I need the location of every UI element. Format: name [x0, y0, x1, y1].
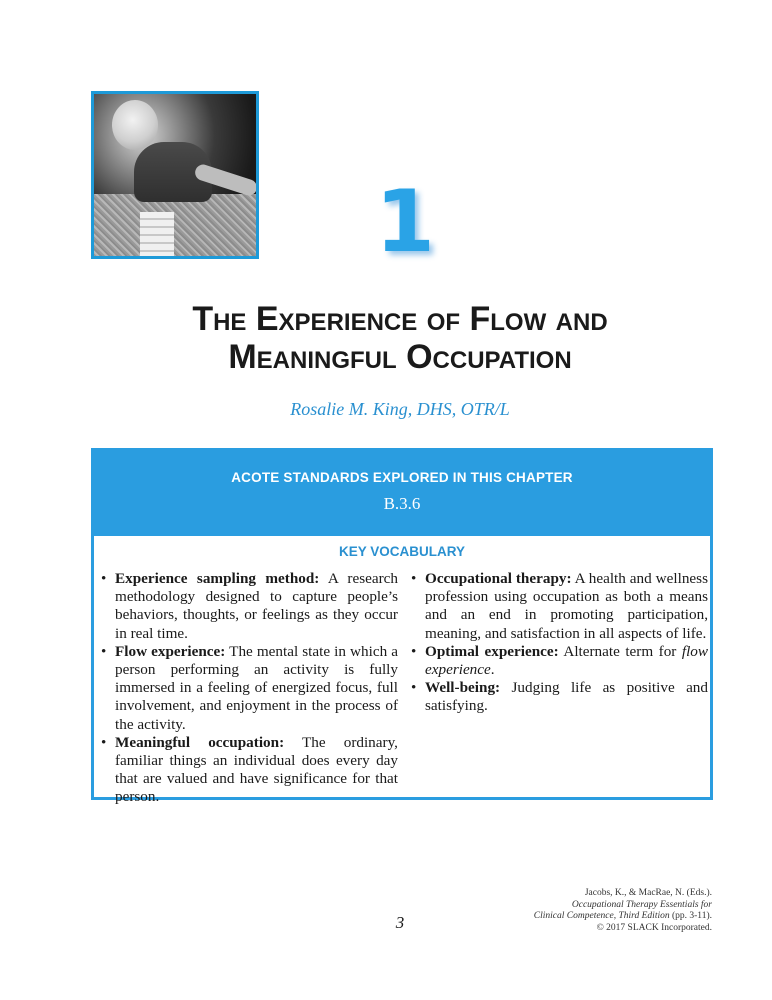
- vocabulary-definition: A health and wellness profession using occupation as both a means and an end in promoting participation, meaning, and satisfaction in all aspects of life.: [425, 570, 708, 642]
- chapter-number: 1: [375, 172, 435, 272]
- vocabulary-term: Optimal experience:: [425, 642, 559, 660]
- citation-line: Jacobs, K., & MacRae, N. (Eds.).: [584, 888, 712, 898]
- citation-line: [470, 911, 712, 923]
- chapter-author: Rosalie M. King, DHS, OTR/L: [290, 399, 510, 419]
- photo-child-head: [112, 100, 158, 150]
- vocabulary-term: Meaningful occupation:: [115, 733, 285, 751]
- vocabulary-item: [98, 570, 398, 643]
- chapter-title-line1: The Experience of Flow and: [192, 300, 608, 338]
- vocabulary-heading: KEY VOCABULARY: [338, 544, 465, 559]
- standards-heading: ACOTE STANDARDS EXPLORED IN THIS CHAPTER: [231, 470, 573, 485]
- vocabulary-definition-end: .: [490, 661, 495, 679]
- standards-code: B.3.6: [383, 494, 421, 513]
- vocabulary-term: Experience sampling method:: [115, 570, 320, 587]
- vocabulary-item: [408, 679, 708, 715]
- vocabulary-item: [98, 643, 398, 734]
- vocabulary-left-column: [98, 570, 398, 807]
- citation-line: Occupational Therapy Essentials for: [571, 899, 712, 910]
- chapter-photo: [91, 91, 259, 259]
- vocabulary-term: Occupational therapy:: [425, 570, 572, 587]
- citation-line: © 2017 SLACK Incorporated.: [596, 922, 712, 933]
- page-number: 3: [395, 913, 405, 932]
- photo-floor: [94, 194, 256, 256]
- vocabulary-definition: The ordinary, familiar things an individual does every day that are valued and have significance for that person.: [115, 733, 398, 806]
- vocabulary-right-column: [408, 570, 708, 716]
- vocabulary-definition: Judging life as positive and satisfying.: [425, 679, 708, 715]
- vocabulary-definition: A research methodology designed to capture people’s behaviors, thoughts, or feelings as they occur in real time.: [115, 570, 398, 642]
- vocabulary-term: Well-being:: [425, 679, 501, 697]
- vocabulary-definition: The mental state in which a person performing an activity is fully immersed in a feeling of energized focus, full involvement, and enjoyment in the process of the activity.: [115, 642, 398, 733]
- acote-standards-box: [91, 448, 713, 536]
- photo-block-tower: [140, 212, 174, 256]
- vocabulary-definition-italic: flow experience: [425, 642, 709, 679]
- chapter-title: [100, 300, 700, 376]
- vocabulary-item: [408, 643, 708, 679]
- citation-pages: (pp. 3-11).: [669, 911, 712, 921]
- vocabulary-term: Flow experience:: [115, 642, 226, 660]
- vocabulary-definition: Alternate term for: [558, 642, 682, 660]
- vocabulary-item: [408, 570, 708, 643]
- citation: [470, 888, 712, 934]
- chapter-title-line2: Meaningful Occupation: [228, 338, 572, 376]
- key-vocabulary-box: [91, 536, 713, 806]
- vocabulary-item: [98, 734, 398, 807]
- citation-book-title: Clinical Competence, Third Edition: [533, 911, 670, 921]
